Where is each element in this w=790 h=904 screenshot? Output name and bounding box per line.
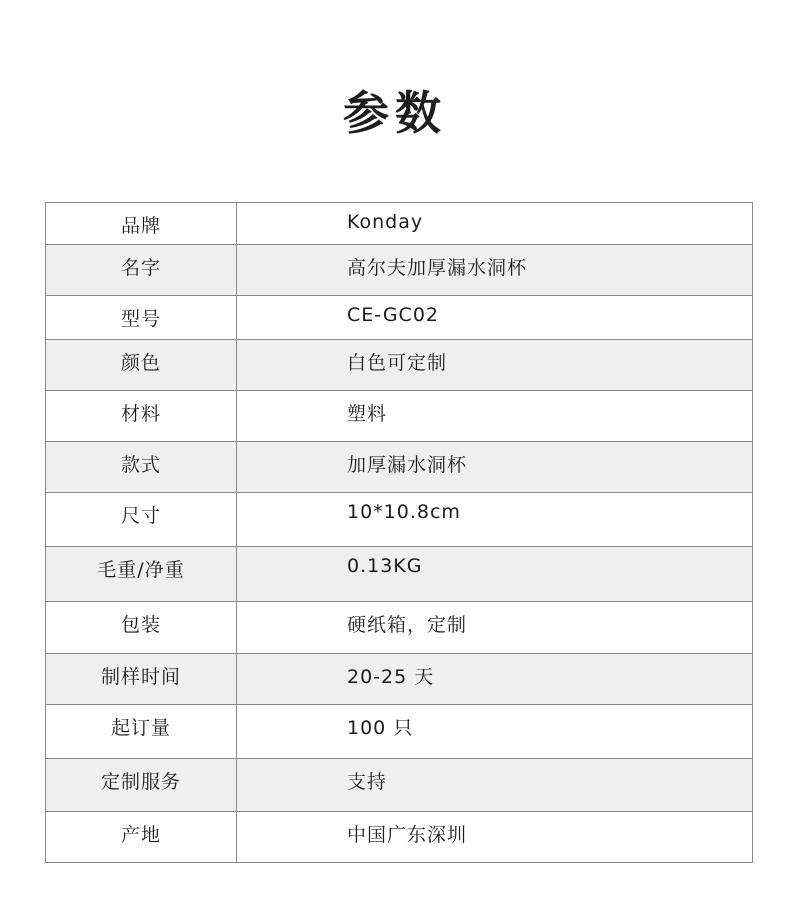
row-label: 品牌 [46,203,237,245]
row-value: 支持 [237,759,753,812]
table-row [46,391,753,442]
row-label: 包装 [46,602,237,654]
row-label: 产地 [46,812,237,863]
table-row [46,442,753,493]
table-row [46,245,753,296]
row-value: Konday [237,203,753,245]
row-value: 硬纸箱，定制 [237,602,753,654]
row-label: 材料 [46,391,237,442]
row-value: 加厚漏水洞杯 [237,442,753,493]
row-value: 中国广东深圳 [237,812,753,863]
row-label: 定制服务 [46,759,237,812]
row-label: 尺寸 [46,493,237,547]
row-value: 白色可定制 [237,340,753,391]
row-label: 颜色 [46,340,237,391]
row-value: CE-GC02 [237,296,753,340]
table-row [46,340,753,391]
table-row [46,493,753,547]
table-row [46,203,753,245]
spec-table [45,202,753,863]
row-value: 塑料 [237,391,753,442]
table-row [46,812,753,863]
table-row [46,296,753,340]
row-label: 起订量 [46,705,237,759]
row-value: 10*10.8cm [237,493,753,547]
table-row [46,759,753,812]
table-row [46,547,753,602]
table-row [46,705,753,759]
table-row [46,602,753,654]
row-label: 名字 [46,245,237,296]
row-value: 高尔夫加厚漏水洞杯 [237,245,753,296]
row-value: 20-25 天 [237,654,753,705]
row-label: 型号 [46,296,237,340]
row-label: 款式 [46,442,237,493]
page-title: 参数 [343,86,447,140]
row-label: 毛重/净重 [46,547,237,602]
table-row [46,654,753,705]
row-value: 0.13KG [237,547,753,602]
row-value: 100 只 [237,705,753,759]
row-label: 制样时间 [46,654,237,705]
